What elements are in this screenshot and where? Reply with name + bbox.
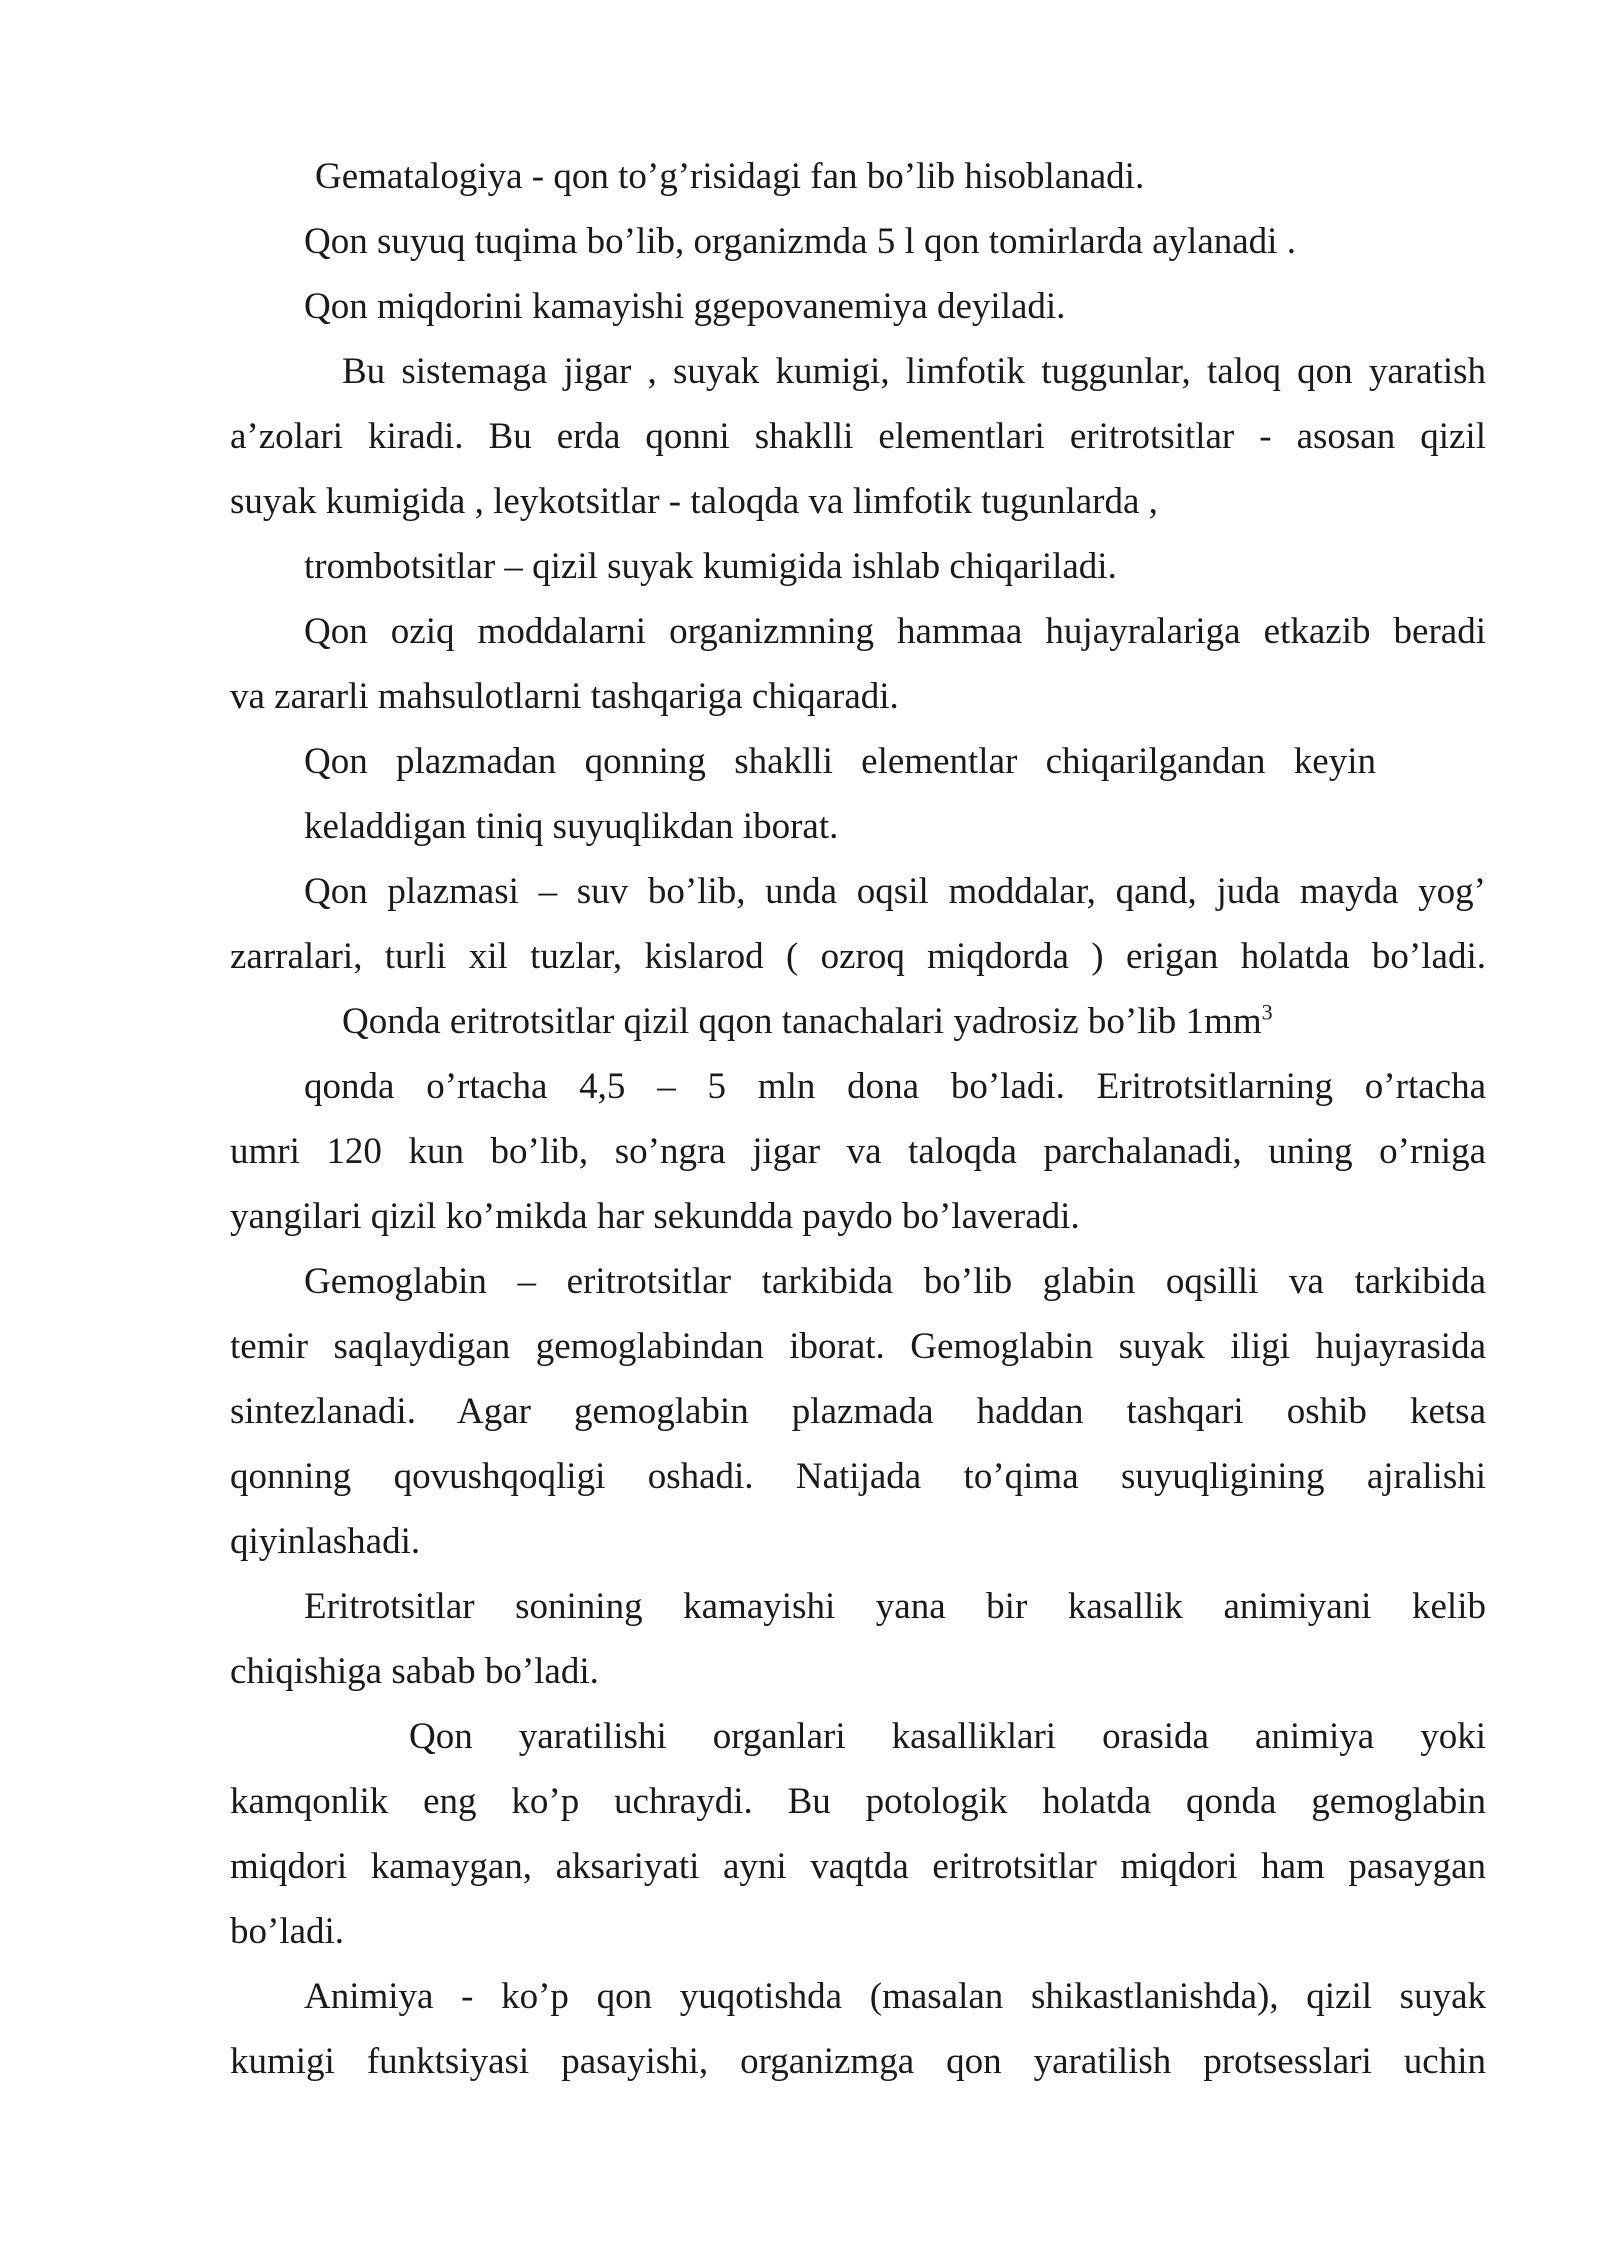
text-line-21: qonning qovushqoqligi oshadi. Natijada to’qima suyuqligining ajralishi xyxy=(230,1456,1486,1497)
text-line-2: Qon suyuq tuqima bo’lib, organizmda 5 l qon tomirlarda aylanadi . xyxy=(304,221,1296,262)
text-line-18: Gemoglabin – eritrotsitlar tarkibida bo’lib glabin oqsilli va tarkibida xyxy=(304,1261,1486,1302)
text-line-13: zarralari, turli xil tuzlar, kislarod ( ozroq miqdorda ) erigan holatda bo’ladi. xyxy=(230,936,1486,977)
text-line-12: Qon plazmasi – suv bo’lib, unda oqsil moddalar, qand, juda mayda yog’ xyxy=(304,871,1486,912)
text-line-27: miqdori kamaygan, aksariyati ayni vaqtda eritrotsitlar miqdori ham pasaygan xyxy=(230,1846,1486,1887)
text-line-7: trombotsitlar – qizil suyak kumigida ishlab chiqariladi. xyxy=(304,546,1117,587)
text-line-25: Qon yaratilishi organlari kasalliklari orasida animiya yoki xyxy=(409,1716,1486,1757)
text-line-14-text: Qonda eritrotsitlar qizil qqon tanachalari yadrosiz bo’lib 1mm xyxy=(342,1001,1262,1042)
text-line-28: bo’ladi. xyxy=(230,1911,345,1952)
text-line-24: chiqishiga sabab bo’ladi. xyxy=(230,1651,599,1692)
text-line-10: Qon plazmadan qonning shaklli elementlar chiqarilgandan keyin xyxy=(304,741,1376,782)
text-line-11: keladdigan tiniq suyuqlikdan iborat. xyxy=(304,806,839,847)
text-line-6: suyak kumigida , leykotsitlar - taloqda va limfotik tugunlarda , xyxy=(230,481,1158,522)
text-line-23: Eritrotsitlar sonining kamayishi yana bir kasallik animiyani kelib xyxy=(304,1586,1486,1627)
text-line-22: qiyinlashadi. xyxy=(230,1521,421,1562)
cubic-superscript: 3 xyxy=(1261,999,1273,1025)
text-line-20: sintezlanadi. Agar gemoglabin plazmada haddan tashqari oshib ketsa xyxy=(230,1391,1486,1432)
text-line-5: a’zolari kiradi. Bu erda qonni shaklli elementlari eritrotsitlar - asosan qizil xyxy=(230,416,1486,457)
text-line-8: Qon oziq moddalarni organizmning hammaa hujayralariga etkazib beradi xyxy=(304,611,1486,652)
text-line-26: kamqonlik eng ko’p uchraydi. Bu potologik holatda qonda gemoglabin xyxy=(230,1781,1486,1822)
text-line-16: umri 120 kun bo’lib, so’ngra jigar va taloqda parchalanadi, uning o’rniga xyxy=(230,1131,1486,1172)
text-line-14 xyxy=(342,997,1273,1047)
text-line-4: Bu sistemaga jigar , suyak kumigi, limfotik tuggunlar, taloq qon yaratish xyxy=(342,351,1486,392)
text-line-19: temir saqlaydigan gemoglabindan iborat. Gemoglabin suyak iligi hujayrasida xyxy=(230,1326,1486,1367)
text-line-30: kumigi funktsiyasi pasayishi, organizmga qon yaratilish protsesslari uchin xyxy=(230,2041,1486,2082)
text-line-1: Gematalogiya - qon to’g’risidagi fan bo’lib hisoblanadi. xyxy=(315,156,1145,197)
text-line-9: va zararli mahsulotlarni tashqariga chiqaradi. xyxy=(230,676,899,717)
text-line-29: Animiya - ko’p qon yuqotishda (masalan shikastlanishda), qizil suyak xyxy=(304,1976,1486,2017)
text-line-3: Qon miqdorini kamayishi ggepovanemiya deyiladi. xyxy=(304,286,1066,327)
text-line-15: qonda o’rtacha 4,5 – 5 mln dona bo’ladi. Eritrotsitlarning o’rtacha xyxy=(304,1066,1486,1107)
text-line-17: yangilari qizil ko’mikda har sekundda paydo bo’laveradi. xyxy=(230,1196,1080,1237)
